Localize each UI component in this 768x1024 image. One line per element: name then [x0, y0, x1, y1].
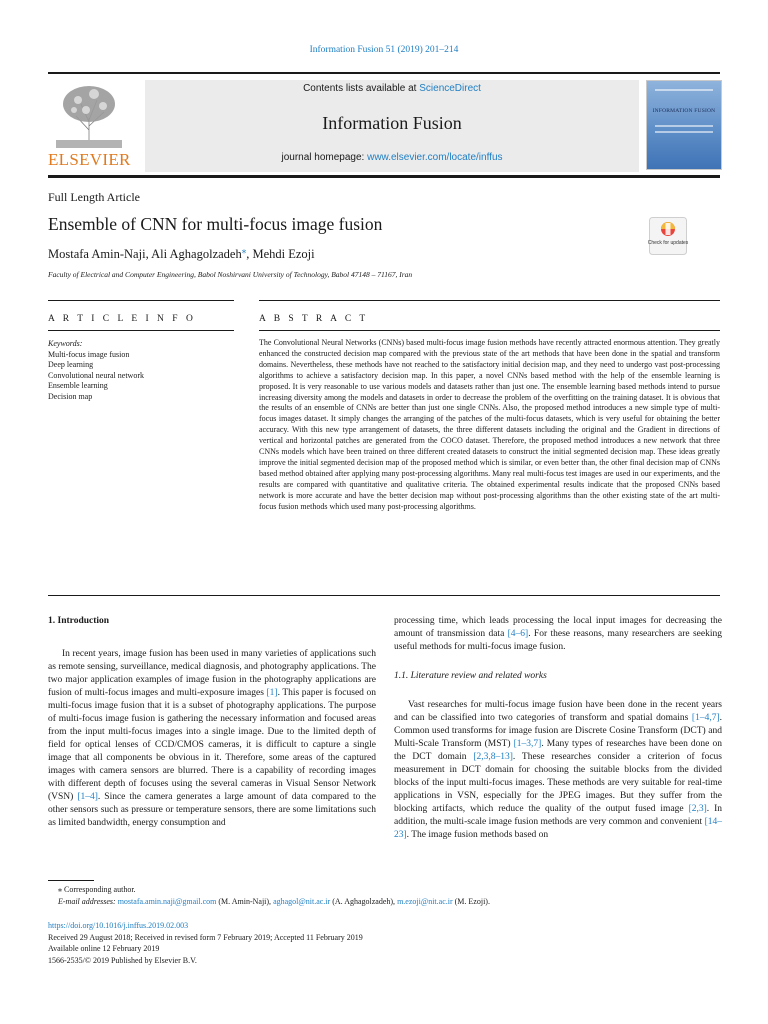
- check-for-updates-label: Check for updates: [647, 240, 689, 246]
- keyword-item: Convolutional neural network: [48, 370, 144, 380]
- cover-band: [655, 131, 713, 133]
- email-addresses: E-mail addresses: mostafa.amin.naji@gmail.com (M. Amin-Naji), aghagol@nit.ac.ir (A. Aghagolzadeh), m.ezoji@nit.ac.ir (M. Ezoji).: [58, 897, 490, 906]
- article-info-rule-2: [48, 330, 234, 331]
- article-type: Full Length Article: [48, 190, 140, 204]
- body-column-right: [394, 615, 722, 842]
- journal-citation[interactable]: Information Fusion 51 (2019) 201–214: [309, 45, 459, 55]
- footnotes: [48, 884, 720, 908]
- email-link[interactable]: aghagol@nit.ac.ir: [273, 897, 331, 906]
- abstract-heading: A B S T R A C T: [259, 314, 369, 324]
- reference-link[interactable]: [1–4,7]: [691, 713, 720, 723]
- doi-link[interactable]: https://doi.org/10.1016/j.inffus.2019.02.003: [48, 921, 189, 930]
- keywords-label: Keywords:: [48, 339, 83, 348]
- author-name: Mostafa Amin-Naji: [48, 247, 146, 262]
- reference-link[interactable]: [1–3,7]: [513, 739, 542, 749]
- cover-label: INFORMATION FUSION: [652, 108, 716, 114]
- article-metadata: [48, 920, 720, 966]
- body-paragraph: processing time, which leads processing the local input images for decreasing the amount of transmission data [4–6]. For these reasons, many researchers are seeking useful methods for multi-focus image fusion.: [394, 616, 722, 652]
- journal-title: Information Fusion: [322, 113, 462, 133]
- abstract-text: The Convolutional Neural Networks (CNNs) based multi-focus image fusion methods have recently attracted enormous attention. They greatly enhanced the constructed decision map compared with the previous state of the art methods that have been done in the spatial and transform domains. Nevertheless, these methods have not reached to the satisfactory initial decision map, and they need to undergo vast post-processing algorithms to achieve a satisfactory decision map. In this paper, a novel CNNs based method with the help of the ensemble learning is proposed. It is very reasonable to use various models and datasets rather than just one. The ensemble learning based methods intend to pursue increasing diversity among the models and datasets in order to decrease the problem of the overfitting on the training dataset. It is obvious that the results of an ensemble of CNNs are better than just one single CNNs. Also, the proposed method introduces a new simple type of multi-focus images dataset. It simply changes the arranging of the patches of the multi-focus datasets, which is very useful for obtaining the better accuracy. With this new type arrangement of datasets, the three different datasets including the original and the Gradient in directions of vertical and horizontal patches are generated from the COCO dataset. Therefore, the proposed method introduces a new network that three CNNs models which have been trained on three different created datasets to construct the initial segmented decision map. These ideas greatly improve the initial segmented decision map of the proposed method which is similar, or even better than, the other final decision map of CNNs based method obtained after applying many post-processing algorithms. Many real multi-focus test images are used in our experiments, and the results are compared with quantitative and qualitative criteria. The obtained experimental results indicate that the proposed CNNs based network is more accurate and have the better decision map without post-processing algorithms than the other existing state of the art multi-focus fusion methods which used many post-processing algorithms.: [259, 338, 720, 511]
- section-heading: 1. Introduction: [48, 616, 110, 626]
- homepage-link[interactable]: www.elsevier.com/locate/inffus: [367, 152, 503, 163]
- check-for-updates-icon[interactable]: [649, 217, 687, 255]
- available-online: Available online 12 February 2019: [48, 944, 160, 954]
- author-name: Ali Aghagolzadeh: [151, 247, 242, 262]
- affiliation: Faculty of Electrical and Computer Engineering, Babol Noshirvani University of Technology, Babol 47148 – 71167, Iran: [48, 270, 413, 279]
- author-list: Mostafa Amin-Naji, Ali Aghagolzadeh⁎, Mehdi Ezoji: [48, 245, 315, 262]
- cover-band: [655, 89, 713, 91]
- article-title: Ensemble of CNN for multi-focus image fusion: [48, 214, 383, 234]
- publisher-name: ELSEVIER: [48, 150, 131, 169]
- article-info-heading: A R T I C L E I N F O: [48, 314, 196, 324]
- received-dates: Received 29 August 2018; Received in revised form 7 February 2019; Accepted 11 February 2019: [48, 932, 363, 942]
- header-bottom-rule: [48, 175, 720, 178]
- author-name: Mehdi Ezoji: [252, 247, 315, 262]
- contents-line: Contents lists available at ScienceDirect: [303, 83, 481, 94]
- homepage-line: journal homepage: www.elsevier.com/locate/inffus: [281, 152, 503, 163]
- keywords-block: [48, 339, 234, 403]
- reference-link[interactable]: [1–4]: [77, 792, 98, 802]
- footnote-rule: [48, 880, 94, 881]
- article-info-rule: [48, 300, 234, 301]
- abstract-bottom-rule: [48, 595, 720, 596]
- corresponding-author-note: ⁎ Corresponding author.: [58, 885, 136, 894]
- email-link[interactable]: m.ezoji@nit.ac.ir: [397, 897, 453, 906]
- keyword-item: Decision map: [48, 391, 93, 401]
- header-top-rule: [48, 72, 720, 74]
- keyword-item: Ensemble learning: [48, 381, 108, 391]
- subsection-heading: 1.1. Literature review and related works: [394, 671, 547, 681]
- reference-link[interactable]: [2,3,8–13]: [473, 752, 513, 762]
- body-column-left: [48, 615, 376, 830]
- reference-link[interactable]: [2,3]: [688, 804, 707, 814]
- reference-link[interactable]: [1]: [266, 688, 278, 698]
- sciencedirect-link[interactable]: ScienceDirect: [419, 83, 481, 94]
- keyword-item: Multi-focus image fusion: [48, 349, 130, 359]
- reference-link[interactable]: [4–6]: [507, 629, 529, 639]
- abstract-rule-2: [259, 330, 720, 331]
- email-link[interactable]: mostafa.amin.naji@gmail.com: [117, 897, 217, 906]
- abstract-rule-top: [259, 300, 720, 301]
- body-paragraph: Vast researches for multi-focus image fusion have been done in the recent years and can be classified into two categories of transform and spatial domains [1–4,7]. Common used transforms for image fusion are Discrete Cosine Transform (DCT) and Multi-Scale Transform (MST) [1–3,7]. Many types of researches have been done on the DCT domain [2,3,8–13]. These researches consider a criterion of focus measurement in DCT domain for choosing the suitable blocks from the divided blocks of the input multi-focus images. These methods are very suitable for real-time applications in VSN, especially for the JPEG images. But they suffer from the blocking artifacts, which reduce the quality of the output fused image [2,3]. In addition, the multi-scale image fusion methods are very common and convenient [14–23]. The image fusion methods based on: [394, 700, 722, 840]
- journal-cover-image[interactable]: [646, 80, 722, 170]
- copyright: 1566-2535/© 2019 Published by Elsevier B.V.: [48, 955, 197, 965]
- journal-panel: [145, 80, 639, 172]
- body-paragraph: In recent years, image fusion has been used in many varieties of applications such as remote sensing, surveillance, medical diagnosis, and photography applications. The two major application examples of image fusion in the photography applications are fusion of multi-focus images and multi-exposure images [1]. This paper is focused on multi-focus image fusion that it is a subset of photography applications. The purpose of multi-focus image fusion is gathering the necessary information and focused areas from the input multi-focus images into a single image. Due to the limited depth of field for optical lenses of CCD/CMOS cameras, it is difficult to capture a single image that all components be obvious in it. Therefore, some areas of the captured images with camera sensors are blurred. There is a capability of recording images with different depth of focuses using the several cameras in Visual Sensor Network (VSN) [1–4]. Since the camera generates a large amount of data compared to the other sensors such as pressure or temperature sensors, there are some limitations such as limited bandwidth, energy consumption and: [48, 649, 376, 828]
- cover-band: [655, 125, 713, 127]
- reference-link[interactable]: [14–23]: [394, 817, 722, 840]
- corresponding-author-mark[interactable]: ⁎: [241, 245, 247, 255]
- keyword-item: Deep learning: [48, 360, 94, 370]
